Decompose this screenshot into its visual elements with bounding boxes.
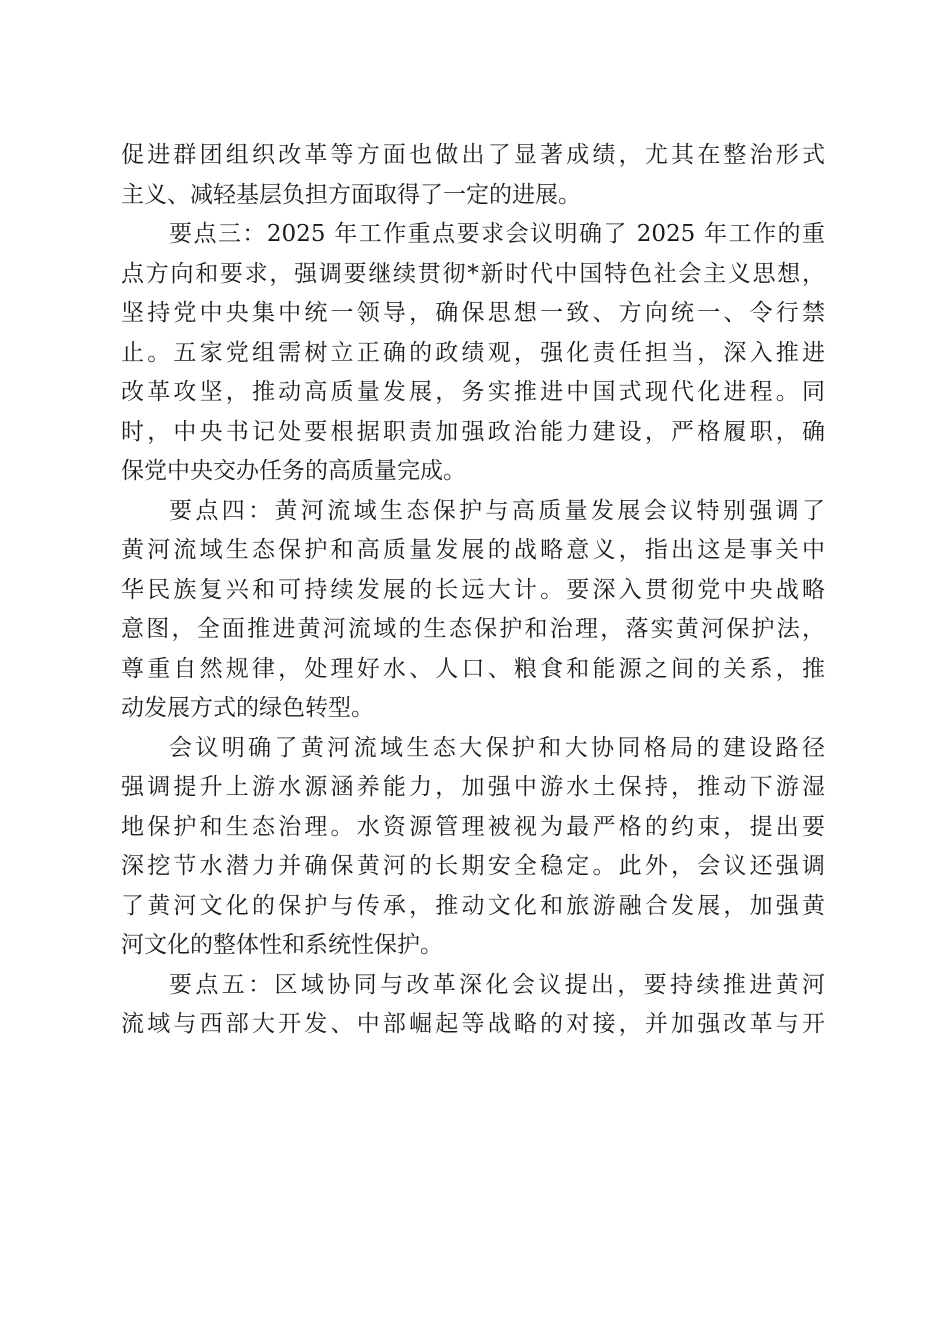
paragraph-point-three <box>121 215 825 492</box>
text-line: 促进群团组织改革等方面也做出了显著成绩，尤其在整治形式 <box>121 142 825 168</box>
text-line: 保党中央交办任务的高质量完成。 <box>121 458 466 484</box>
text-line: 尊重自然规律，处理好水、人口、粮食和能源之间的关系，推 <box>121 655 825 682</box>
text-line: 流域与西部大开发、中部崛起等战略的对接，并加强改革与开 <box>121 1011 825 1037</box>
paragraph <box>121 136 825 215</box>
text-line: 动发展方式的绿色转型。 <box>121 695 374 721</box>
text-line: 华民族复兴和可持续发展的长远大计。要深入贯彻党中央战略 <box>121 576 825 603</box>
text-line: 改革攻坚，推动高质量发展，务实推进中国式现代化进程。同 <box>121 379 825 405</box>
text-line: 时，中央书记处要根据职责加强政治能力建设，严格履职，确 <box>121 418 825 445</box>
text-line: 了黄河文化的保护与传承，推动文化和旅游融合发展，加强黄 <box>121 892 825 919</box>
text-line: 地保护和生态治理。水资源管理被视为最严格的约束，提出要 <box>121 813 825 840</box>
paragraph <box>121 729 825 966</box>
document-page <box>121 136 825 1045</box>
text-line: 要点五：区域协同与改革深化会议提出，要持续推进黄河 <box>169 971 825 998</box>
text-line: 会议明确了黄河流域生态大保护和大协同格局的建设路径 <box>169 734 825 761</box>
text-line: 深挖节水潜力并确保黄河的长期安全稳定。此外，会议还强调 <box>121 853 825 879</box>
text-line: 要点三：2025 年工作重点要求会议明确了 2025 年工作的重 <box>169 221 825 247</box>
text-line: 河文化的整体性和系统性保护。 <box>121 932 443 958</box>
text-line: 意图，全面推进黄河流域的生态保护和治理，落实黄河保护法， <box>121 616 825 642</box>
text-line: 坚持党中央集中统一领导，确保思想一致、方向统一、令行禁 <box>121 300 825 326</box>
text-line: 点方向和要求，强调要继续贯彻*新时代中国特色社会主义思想， <box>121 260 825 287</box>
text-line: 止。五家党组需树立正确的政绩观，强化责任担当，深入推进 <box>121 339 825 366</box>
text-line: 主义、减轻基层负担方面取得了一定的进展。 <box>121 181 581 208</box>
paragraph-point-four <box>121 492 825 729</box>
text-line: 黄河流域生态保护和高质量发展的战略意义，指出这是事关中 <box>121 537 825 563</box>
text-line: 强调提升上游水源涵养能力，加强中游水土保持，推动下游湿 <box>121 774 825 800</box>
paragraph-point-five <box>121 966 825 1045</box>
text-line: 要点四：黄河流域生态保护与高质量发展会议特别强调了 <box>169 497 825 524</box>
